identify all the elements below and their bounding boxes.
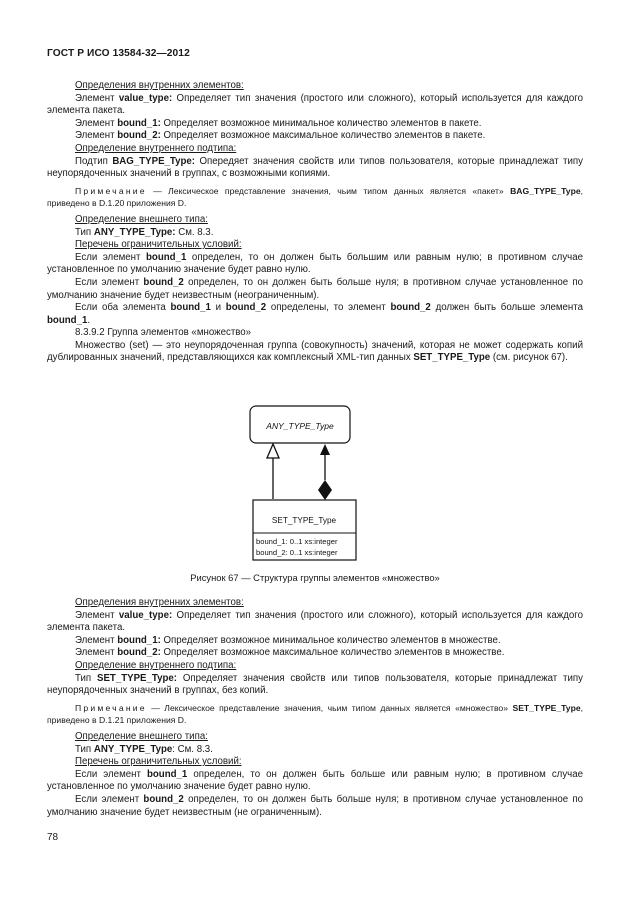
figure-caption: Рисунок 67 — Структура группы элементов «множество» [190,572,440,583]
ext-def: Тип ANY_TYPE_Type: См. 8.3. [75,226,214,238]
page-number: 78 [47,832,59,843]
constraint-1: Если элемент bound_1 определен, то он должен быть больше или равным нулю; в противном случае установленное по умолчанию значение будет равно нулю. [47,768,584,793]
uml-diagram [0,400,630,585]
constraint-2: Если элемент bound_2 определен, то он должен быть больше нуля; в противном случае установленное по умолчанию значение будет неизвестным (не ограниченным). [47,793,583,818]
constraint-3: Если оба элемента bound_1 и bound_2 определены, то элемент bound_2 должен быть больше элемента bound_1. [47,302,583,326]
subsection-paragraph: Множество (set) — это неупорядоченная группа (совокупность) значений, которая не может содержать копий дублированных значений, представляющихся как комплексный XML-тип данных SET_TYPE_Type (см. рисунок 67). [47,339,583,364]
subsection-heading: 8.3.9.2 Группа элементов «множество» [75,327,252,339]
subtype-def-heading: Определение внутреннего подтипа: [75,659,237,671]
constraints-heading: Перечень ограничительных условий: [75,239,242,251]
attr-bound1: bound_1: 0..1 xs:integer [256,537,338,546]
internal-defs-heading: Определения внутренних элементов: [75,597,244,608]
value-type-def: Элемент value_type: Определяет тип значения (простого или сложного), который используется для каждого элемента пакета. [47,609,583,634]
value-type-def: Элемент value_type: Определяет тип значения (простого или сложного), который используется для каждого элемента пакета. [47,92,583,117]
ext-def-heading: Определение внешнего типа: [75,730,208,742]
set-type-label: SET_TYPE_Type [271,516,337,525]
constraint-2: Если элемент bound_2 определен, то он должен быть больше нуля; в противном случае установленное по умолчанию значение будет неизвестным (неограниченным). [47,276,583,301]
navigation-arrow-icon [320,444,330,455]
note-bag: Примечание — Лексическое представление значения, чьим типом данных является «пакет» BAG_TYPE_Type, приведено в D.1.20 приложения D. [47,185,583,209]
constraints-heading: Перечень ограничительных условий: [75,756,242,768]
section-set-definitions [47,597,583,819]
attr-bound2: bound_2: 0..1 xs:integer [256,548,338,557]
bound2-def: Элемент bound_2: Определяет возможное максимальное количество элементов в множестве. [75,647,505,659]
internal-defs-heading: Определения внутренних элементов: [75,80,244,91]
document-header: ГОСТ Р ИСО 13584-32—2012 [47,48,190,59]
subtype-def: Подтип BAG_TYPE_Type: Опередяет значения свойств или типов пользователя, которые принадлежат типу неупорядоченных значений в группах, с возможными копиями. [47,155,583,180]
inheritance-arrow-icon [267,444,279,458]
subtype-def: Тип SET_TYPE_Type: Определяет значения свойств или типов пользователя, которые принадлежат типу неупорядоченных значений в группах, без копий. [47,672,583,697]
note-set: Примечание — Лексическое представление значения, чьим типом данных является «множество» SET_TYPE_Type, приведено в D.1.21 приложения D. [47,702,583,726]
bound2-def: Элемент bound_2: Определяет возможное максимальное количество элементов в пакете. [75,130,486,142]
bound1-def: Элемент bound_1: Определяет возможное минимальное количество элементов в пакете. [75,117,482,129]
ext-def-heading: Определение внешнего типа: [75,213,208,225]
subtype-def-heading: Определение внутреннего подтипа: [75,142,237,154]
ext-def: Тип ANY_TYPE_Type: См. 8.3. [75,743,213,755]
composition-diamond-icon [318,480,332,500]
constraint-1: Если элемент bound_1 определен, то он должен быть большим или равным нулю; в противном случае установленное по умолчанию значение будет равно нулю. [47,251,583,276]
section-bag-definitions [47,80,583,365]
any-type-label: ANY_TYPE_Type [266,421,334,431]
bound1-def: Элемент bound_1: Определяет возможное минимальное количество элементов в множестве. [75,634,501,646]
